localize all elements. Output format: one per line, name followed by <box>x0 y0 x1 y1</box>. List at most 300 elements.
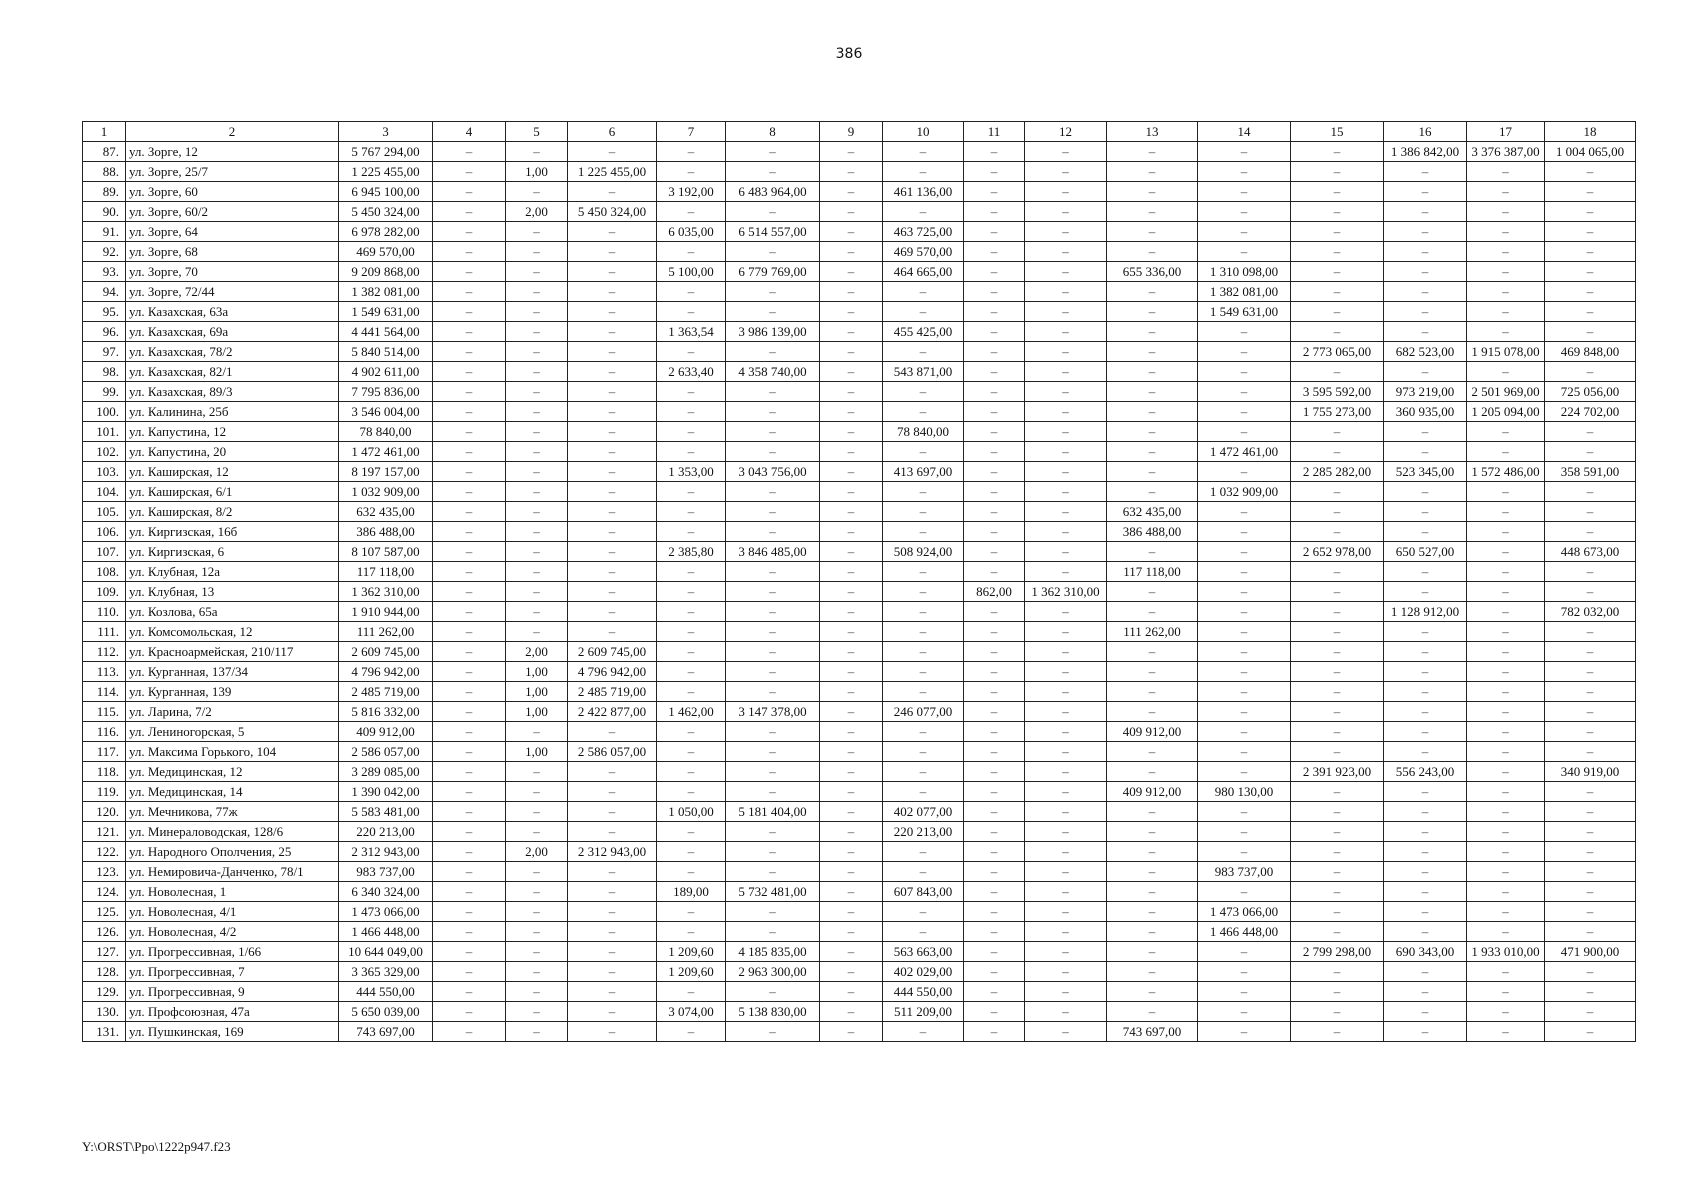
table-row <box>83 362 1636 382</box>
value-cell: – <box>1384 962 1467 982</box>
value-cell: – <box>1545 922 1636 942</box>
value-cell: 3 192,00 <box>657 182 726 202</box>
value-cell: – <box>506 882 568 902</box>
value-cell: – <box>1545 822 1636 842</box>
value-cell: – <box>964 862 1025 882</box>
value-cell: – <box>1025 862 1107 882</box>
value-cell: 543 871,00 <box>883 362 964 382</box>
row-number-cell: 114. <box>83 682 126 702</box>
value-cell: 463 725,00 <box>883 222 964 242</box>
value-cell: – <box>1107 162 1198 182</box>
value-cell: – <box>1467 222 1545 242</box>
value-cell: – <box>506 522 568 542</box>
value-cell: – <box>820 1022 883 1042</box>
header-cell: 3 <box>339 122 433 142</box>
value-cell: – <box>1107 942 1198 962</box>
value-cell: – <box>433 862 506 882</box>
value-cell: 682 523,00 <box>1384 342 1467 362</box>
value-cell: – <box>1107 742 1198 762</box>
value-cell: – <box>433 722 506 742</box>
value-cell: – <box>964 302 1025 322</box>
value-cell: 2 485 719,00 <box>568 682 657 702</box>
value-cell: – <box>1291 302 1384 322</box>
value-cell: – <box>433 162 506 182</box>
value-cell: – <box>506 1002 568 1022</box>
table-row <box>83 802 1636 822</box>
page-number: 386 <box>835 46 863 62</box>
value-cell: – <box>433 302 506 322</box>
value-cell: – <box>964 762 1025 782</box>
value-cell: – <box>1198 562 1291 582</box>
value-cell: – <box>506 422 568 442</box>
value-cell: – <box>1291 702 1384 722</box>
value-cell: 4 441 564,00 <box>339 322 433 342</box>
value-cell: – <box>964 322 1025 342</box>
value-cell: – <box>433 622 506 642</box>
value-cell: – <box>1025 222 1107 242</box>
row-number-cell: 126. <box>83 922 126 942</box>
value-cell: – <box>657 482 726 502</box>
value-cell: 1,00 <box>506 662 568 682</box>
value-cell: – <box>964 1022 1025 1042</box>
value-cell: – <box>1384 482 1467 502</box>
value-cell: 5 767 294,00 <box>339 142 433 162</box>
row-number-cell: 117. <box>83 742 126 762</box>
value-cell: 862,00 <box>964 582 1025 602</box>
value-cell: – <box>568 522 657 542</box>
value-cell: – <box>820 242 883 262</box>
value-cell: – <box>1025 282 1107 302</box>
value-cell: – <box>568 402 657 422</box>
value-cell: – <box>1025 202 1107 222</box>
table-row <box>83 402 1636 422</box>
value-cell: – <box>1467 482 1545 502</box>
value-cell: – <box>820 722 883 742</box>
table-row <box>83 942 1636 962</box>
value-cell: – <box>1198 342 1291 362</box>
value-cell: 1 549 631,00 <box>339 302 433 322</box>
value-cell: – <box>568 622 657 642</box>
value-cell: – <box>506 722 568 742</box>
value-cell: – <box>1025 1002 1107 1022</box>
value-cell: – <box>1198 502 1291 522</box>
value-cell: – <box>726 282 820 302</box>
value-cell: – <box>1025 302 1107 322</box>
address-cell: ул. Курганная, 137/34 <box>126 662 339 682</box>
value-cell: 1 205 094,00 <box>1467 402 1545 422</box>
value-cell: – <box>964 922 1025 942</box>
value-cell: – <box>568 822 657 842</box>
value-cell: – <box>726 902 820 922</box>
value-cell: – <box>1025 782 1107 802</box>
table-row <box>83 542 1636 562</box>
value-cell: – <box>506 562 568 582</box>
value-cell: – <box>1291 642 1384 662</box>
value-cell: – <box>1107 582 1198 602</box>
value-cell: 4 358 740,00 <box>726 362 820 382</box>
address-cell: ул. Прогрессивная, 1/66 <box>126 942 339 962</box>
value-cell: – <box>964 682 1025 702</box>
value-cell: – <box>1384 1022 1467 1042</box>
value-cell: 2 312 943,00 <box>339 842 433 862</box>
row-number-cell: 103. <box>83 462 126 482</box>
value-cell: – <box>1107 442 1198 462</box>
header-row <box>83 122 1636 142</box>
value-cell: – <box>1025 482 1107 502</box>
value-cell: – <box>568 762 657 782</box>
value-cell: 5 816 332,00 <box>339 702 433 722</box>
value-cell: – <box>433 562 506 582</box>
value-cell: 402 077,00 <box>883 802 964 822</box>
value-cell: – <box>1107 982 1198 1002</box>
table-row <box>83 582 1636 602</box>
value-cell: – <box>1198 522 1291 542</box>
table-row <box>83 782 1636 802</box>
value-cell: – <box>506 962 568 982</box>
value-cell: 3 147 378,00 <box>726 702 820 722</box>
value-cell: – <box>1545 642 1636 662</box>
value-cell: – <box>433 182 506 202</box>
value-cell: – <box>568 182 657 202</box>
value-cell: 5 450 324,00 <box>339 202 433 222</box>
value-cell: – <box>568 782 657 802</box>
value-cell: 3 546 004,00 <box>339 402 433 422</box>
value-cell: 1 353,00 <box>657 462 726 482</box>
row-number-cell: 106. <box>83 522 126 542</box>
value-cell: – <box>657 642 726 662</box>
value-cell: – <box>1107 222 1198 242</box>
value-cell: 6 035,00 <box>657 222 726 242</box>
value-cell: – <box>1198 642 1291 662</box>
header-cell: 8 <box>726 122 820 142</box>
value-cell: – <box>433 422 506 442</box>
value-cell: – <box>964 842 1025 862</box>
value-cell: – <box>506 782 568 802</box>
value-cell: – <box>568 142 657 162</box>
value-cell: – <box>1384 682 1467 702</box>
value-cell: – <box>1025 562 1107 582</box>
row-number-cell: 127. <box>83 942 126 962</box>
value-cell: 117 118,00 <box>339 562 433 582</box>
value-cell: – <box>1291 422 1384 442</box>
value-cell: – <box>1545 882 1636 902</box>
value-cell: – <box>1384 202 1467 222</box>
value-cell: 220 213,00 <box>339 822 433 842</box>
value-cell: – <box>1107 922 1198 942</box>
value-cell: – <box>820 342 883 362</box>
value-cell: – <box>1545 182 1636 202</box>
value-cell: – <box>1545 362 1636 382</box>
address-cell: ул. Ларина, 7/2 <box>126 702 339 722</box>
value-cell: – <box>1545 222 1636 242</box>
value-cell: – <box>568 942 657 962</box>
value-cell: 444 550,00 <box>339 982 433 1002</box>
value-cell: – <box>1198 542 1291 562</box>
value-cell: – <box>433 382 506 402</box>
value-cell: – <box>964 422 1025 442</box>
value-cell: 9 209 868,00 <box>339 262 433 282</box>
value-cell: – <box>1291 902 1384 922</box>
table-row <box>83 222 1636 242</box>
value-cell: – <box>1025 742 1107 762</box>
value-cell: – <box>820 322 883 342</box>
value-cell: 1 032 909,00 <box>1198 482 1291 502</box>
value-cell: – <box>1467 782 1545 802</box>
value-cell: – <box>1198 202 1291 222</box>
table-row <box>83 642 1636 662</box>
value-cell: – <box>433 762 506 782</box>
address-cell: ул. Казахская, 69а <box>126 322 339 342</box>
address-cell: ул. Каширская, 6/1 <box>126 482 339 502</box>
table-row <box>83 982 1636 1002</box>
value-cell: – <box>1384 1002 1467 1022</box>
value-cell: – <box>1107 822 1198 842</box>
address-cell: ул. Казахская, 63а <box>126 302 339 322</box>
value-cell: 3 376 387,00 <box>1467 142 1545 162</box>
address-cell: ул. Красноармейская, 210/117 <box>126 642 339 662</box>
value-cell: – <box>964 502 1025 522</box>
value-cell: 386 488,00 <box>339 522 433 542</box>
value-cell: – <box>1025 522 1107 542</box>
value-cell: – <box>883 382 964 402</box>
value-cell: – <box>568 242 657 262</box>
address-cell: ул. Каширская, 8/2 <box>126 502 339 522</box>
value-cell: – <box>964 822 1025 842</box>
row-number-cell: 104. <box>83 482 126 502</box>
value-cell: – <box>964 722 1025 742</box>
value-cell: – <box>964 902 1025 922</box>
value-cell: – <box>964 522 1025 542</box>
table-body <box>83 122 1636 1042</box>
address-cell: ул. Народного Ополчения, 25 <box>126 842 339 862</box>
value-cell: – <box>820 582 883 602</box>
table-row <box>83 902 1636 922</box>
value-cell: – <box>726 522 820 542</box>
table-row <box>83 562 1636 582</box>
value-cell: – <box>506 542 568 562</box>
value-cell: – <box>1467 822 1545 842</box>
address-cell: ул. Клубная, 12а <box>126 562 339 582</box>
value-cell: 469 848,00 <box>1545 342 1636 362</box>
value-cell: – <box>1467 882 1545 902</box>
row-number-cell: 90. <box>83 202 126 222</box>
value-cell: – <box>883 502 964 522</box>
value-cell: – <box>1198 622 1291 642</box>
value-cell: – <box>433 962 506 982</box>
value-cell: 3 043 756,00 <box>726 462 820 482</box>
value-cell: 6 483 964,00 <box>726 182 820 202</box>
value-cell: 2,00 <box>506 202 568 222</box>
value-cell: 690 343,00 <box>1384 942 1467 962</box>
value-cell: 983 737,00 <box>1198 862 1291 882</box>
address-cell: ул. Капустина, 20 <box>126 442 339 462</box>
value-cell: – <box>1545 782 1636 802</box>
value-cell: – <box>506 182 568 202</box>
row-number-cell: 98. <box>83 362 126 382</box>
value-cell: – <box>964 602 1025 622</box>
value-cell: – <box>1545 562 1636 582</box>
row-number-cell: 121. <box>83 822 126 842</box>
value-cell: – <box>1198 582 1291 602</box>
address-cell: ул. Казахская, 78/2 <box>126 342 339 362</box>
value-cell: – <box>726 982 820 1002</box>
row-number-cell: 118. <box>83 762 126 782</box>
value-cell: 1,00 <box>506 162 568 182</box>
address-cell: ул. Калинина, 25б <box>126 402 339 422</box>
value-cell: – <box>433 522 506 542</box>
value-cell: – <box>1467 182 1545 202</box>
value-cell: 78 840,00 <box>883 422 964 442</box>
value-cell: – <box>1467 202 1545 222</box>
table-row <box>83 442 1636 462</box>
address-cell: ул. Прогрессивная, 9 <box>126 982 339 1002</box>
value-cell: 2 422 877,00 <box>568 702 657 722</box>
value-cell: – <box>568 722 657 742</box>
value-cell: – <box>820 442 883 462</box>
value-cell: – <box>1198 722 1291 742</box>
row-number-cell: 119. <box>83 782 126 802</box>
value-cell: – <box>1467 702 1545 722</box>
row-number-cell: 129. <box>83 982 126 1002</box>
value-cell: – <box>883 722 964 742</box>
value-cell: – <box>1025 382 1107 402</box>
value-cell: – <box>433 582 506 602</box>
value-cell: 2 609 745,00 <box>568 642 657 662</box>
value-cell: 386 488,00 <box>1107 522 1198 542</box>
value-cell: – <box>1545 202 1636 222</box>
value-cell: – <box>964 142 1025 162</box>
value-cell: – <box>433 802 506 822</box>
value-cell: – <box>1291 442 1384 462</box>
row-number-cell: 124. <box>83 882 126 902</box>
value-cell: – <box>506 922 568 942</box>
value-cell: – <box>1467 562 1545 582</box>
value-cell: – <box>1291 362 1384 382</box>
value-cell: – <box>657 742 726 762</box>
value-cell: – <box>1545 282 1636 302</box>
value-cell: – <box>1545 682 1636 702</box>
header-cell: 5 <box>506 122 568 142</box>
row-number-cell: 107. <box>83 542 126 562</box>
value-cell: – <box>568 462 657 482</box>
value-cell: 8 107 587,00 <box>339 542 433 562</box>
value-cell: – <box>820 902 883 922</box>
value-cell: – <box>964 442 1025 462</box>
value-cell: 1 386 842,00 <box>1384 142 1467 162</box>
value-cell: 246 077,00 <box>883 702 964 722</box>
value-cell: – <box>820 302 883 322</box>
value-cell: 980 130,00 <box>1198 782 1291 802</box>
value-cell: – <box>1107 642 1198 662</box>
value-cell: – <box>1384 642 1467 662</box>
table-row <box>83 502 1636 522</box>
value-cell: – <box>726 762 820 782</box>
value-cell: – <box>964 562 1025 582</box>
value-cell: 471 900,00 <box>1545 942 1636 962</box>
value-cell: – <box>1384 862 1467 882</box>
value-cell: – <box>883 742 964 762</box>
value-cell: – <box>1025 422 1107 442</box>
value-cell: – <box>1025 322 1107 342</box>
value-cell: – <box>1198 742 1291 762</box>
table-row <box>83 282 1636 302</box>
value-cell: – <box>1291 162 1384 182</box>
value-cell: – <box>1107 182 1198 202</box>
value-cell: 2,00 <box>506 642 568 662</box>
value-cell: – <box>1384 902 1467 922</box>
value-cell: – <box>568 802 657 822</box>
register-table <box>82 121 1636 1042</box>
value-cell: – <box>506 462 568 482</box>
value-cell: – <box>657 422 726 442</box>
value-cell: – <box>433 842 506 862</box>
value-cell: – <box>657 682 726 702</box>
value-cell: – <box>1291 202 1384 222</box>
value-cell: – <box>964 942 1025 962</box>
value-cell: – <box>1198 762 1291 782</box>
value-cell: – <box>1384 582 1467 602</box>
value-cell: – <box>1291 622 1384 642</box>
value-cell: – <box>820 462 883 482</box>
address-cell: ул. Зорге, 72/44 <box>126 282 339 302</box>
value-cell: – <box>1467 262 1545 282</box>
value-cell: 782 032,00 <box>1545 602 1636 622</box>
value-cell: 2 586 057,00 <box>339 742 433 762</box>
value-cell: 725 056,00 <box>1545 382 1636 402</box>
value-cell: – <box>1025 622 1107 642</box>
value-cell: 523 345,00 <box>1384 462 1467 482</box>
value-cell: – <box>506 822 568 842</box>
header-cell: 6 <box>568 122 657 142</box>
value-cell: – <box>657 202 726 222</box>
value-cell: – <box>433 442 506 462</box>
value-cell: – <box>1291 962 1384 982</box>
value-cell: – <box>1291 822 1384 842</box>
value-cell: – <box>1025 762 1107 782</box>
value-cell: 6 779 769,00 <box>726 262 820 282</box>
value-cell: – <box>1291 602 1384 622</box>
value-cell: 650 527,00 <box>1384 542 1467 562</box>
value-cell: – <box>1467 922 1545 942</box>
value-cell: – <box>726 422 820 442</box>
value-cell: – <box>506 402 568 422</box>
value-cell: – <box>506 602 568 622</box>
row-number-cell: 94. <box>83 282 126 302</box>
value-cell: – <box>820 962 883 982</box>
value-cell: – <box>657 522 726 542</box>
table-row <box>83 242 1636 262</box>
value-cell: 2 799 298,00 <box>1291 942 1384 962</box>
value-cell: – <box>726 602 820 622</box>
value-cell: 2 609 745,00 <box>339 642 433 662</box>
row-number-cell: 128. <box>83 962 126 982</box>
table-row <box>83 762 1636 782</box>
table-row <box>83 722 1636 742</box>
value-cell: – <box>1467 862 1545 882</box>
value-cell: 1 466 448,00 <box>1198 922 1291 942</box>
value-cell: – <box>1198 962 1291 982</box>
value-cell: – <box>1545 322 1636 342</box>
value-cell: – <box>1545 502 1636 522</box>
row-number-cell: 122. <box>83 842 126 862</box>
value-cell: – <box>1025 642 1107 662</box>
value-cell: – <box>964 242 1025 262</box>
row-number-cell: 100. <box>83 402 126 422</box>
value-cell: – <box>726 742 820 762</box>
value-cell: – <box>1291 1002 1384 1022</box>
table-row <box>83 842 1636 862</box>
value-cell: – <box>1384 782 1467 802</box>
